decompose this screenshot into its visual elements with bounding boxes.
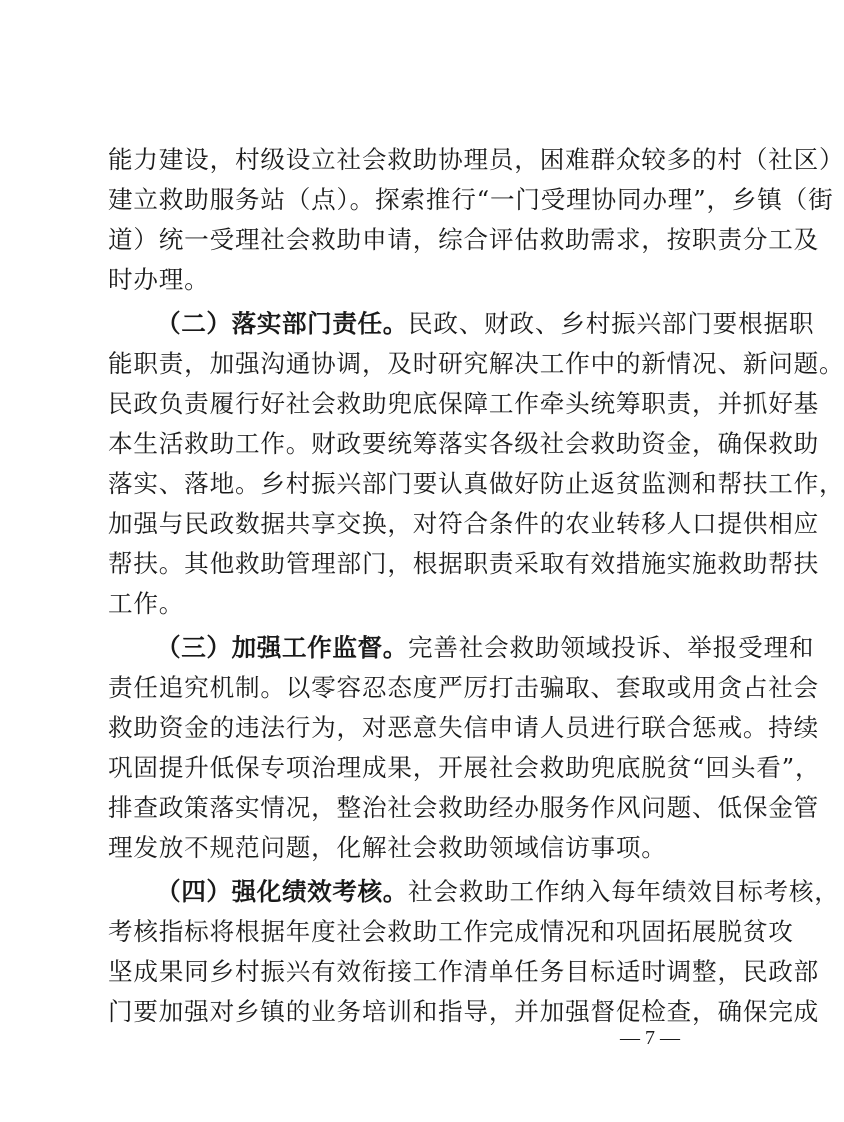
paragraph-4-line-1: 社会救助工作纳入每年绩效目标考核， [407,877,840,906]
paragraph-4-first-line [156,872,840,912]
paragraph-1-line-4: 时办理。 [108,265,210,294]
paragraph-2-line-7: 帮扶。其他救助管理部门，根据职责采取有效措施实施救助帮扶 [108,549,820,578]
paragraph-3-line-6: 理发放不规范问题，化解社会救助领域信访事项。 [108,833,667,862]
paragraph-2-first-line [156,304,815,344]
paragraph-3-line-3: 救助资金的违法行为，对恶意失信申请人员进行联合惩戒。持续 [108,713,820,742]
paragraph-3-first-line [156,628,815,668]
paragraph-3-line-4: 巩固提升低保专项治理成果，开展社会救助兜底脱贫“回头看”， [108,753,821,782]
paragraph-2-line-5: 落实、落地。乡村振兴部门要认真做好防止返贫监测和帮扶工作， [108,469,844,498]
paragraph-2-line-1: 民政、财政、乡村振兴部门要根据职 [407,309,815,338]
paragraph-2-line-3: 民政负责履行好社会救助兜底保障工作牵头统筹职责，并抓好基 [108,389,820,418]
paragraph-4-line-3: 坚成果同乡村振兴有效衔接工作清单任务目标适时调整，民政部 [108,957,820,986]
section-heading-3: （三）加强工作监督。 [156,633,408,662]
paragraph-1-line-2: 建立救助服务站（点）。探索推行“一门受理协同办理”，乡镇（街 [108,185,834,214]
paragraph-2-line-8: 工作。 [108,589,185,618]
paragraph-2-line-4: 本生活救助工作。财政要统筹落实各级社会救助资金，确保救助 [108,429,820,458]
page-number: — 7 — [620,1027,680,1049]
paragraph-3-line-5: 排查政策落实情况，整治社会救助经办服务作风问题、低保金管 [108,793,820,822]
paragraph-3-line-1: 完善社会救助领域投诉、举报受理和 [407,633,815,662]
paragraph-3-line-2: 责任追究机制。以零容忍态度严厉打击骗取、套取或用贪占社会 [108,673,820,702]
paragraph-4-line-4: 门要加强对乡镇的业务培训和指导，并加强督促检查，确保完成 [108,997,820,1026]
paragraph-4-line-2: 考核指标将根据年度社会救助工作完成情况和巩固拓展脱贫攻 [108,917,794,946]
paragraph-1-line-1: 能力建设，村级设立社会救助协理员，困难群众较多的村（社区） [108,145,844,174]
section-heading-2: （二）落实部门责任。 [156,309,408,338]
paragraph-2-line-2: 能职责，加强沟通协调，及时研究解决工作中的新情况、新问题。 [108,349,844,378]
section-heading-4: （四）强化绩效考核。 [156,877,408,906]
paragraph-2-line-6: 加强与民政数据共享交换，对符合条件的农业转移人口提供相应 [108,509,820,538]
paragraph-1-line-3: 道）统一受理社会救助申请，综合评估救助需求，按职责分工及 [108,225,820,254]
